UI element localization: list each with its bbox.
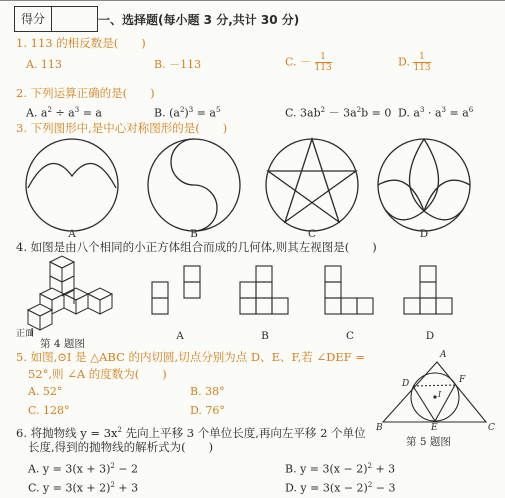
q5-fig-caption: 第 5 题图 — [406, 436, 451, 448]
q4-label-b: B — [261, 330, 269, 342]
pt-i: I — [438, 390, 442, 399]
q2-option-c[interactable]: C. $3ab^2 - 3a^2b = 0$ — [285, 106, 392, 120]
q5-option-d[interactable]: D. 76° — [190, 404, 225, 417]
q1-d-num: 1 — [413, 52, 430, 63]
q4-stem: 4. 如图是由八个相同的小正方体组合而成的几何体,则其左视图是( ) — [16, 240, 377, 254]
q5-line2: 52°,则 ∠A 的度数为( ) — [28, 367, 167, 381]
pt-e: E — [431, 423, 438, 433]
score-label: 得分 — [15, 7, 52, 31]
q2-stem: 2. 下列运算正确的是( ) — [16, 86, 155, 100]
q5-option-a[interactable]: A. 52° — [28, 385, 63, 398]
q6-option-a[interactable]: A. $y = 3(x + 3)^2 - 2$ — [28, 462, 139, 476]
q1-stem: 1. 113 的相反数是( ) — [16, 36, 146, 50]
q3-label-d: D — [419, 228, 429, 240]
q1-c-num: 1 — [315, 52, 332, 63]
pt-a: A — [440, 350, 447, 360]
q4-front-label: 正面 — [16, 329, 35, 339]
q3-label-c: C — [307, 228, 317, 240]
q1-c-den: 113 — [314, 63, 332, 73]
q2-option-b[interactable]: B. $(a^2)^3 = a^5$ — [154, 106, 221, 120]
q6-option-b[interactable]: B. $y = 3(x - 2)^2 + 3$ — [285, 462, 396, 476]
q4-label-a: A — [176, 330, 184, 342]
q5-option-c[interactable]: C. 128° — [28, 404, 70, 417]
q2-option-d[interactable]: D. $a^3 \cdot a^3 = a^6$ — [398, 106, 474, 120]
q1-d-prefix: D. — [398, 55, 410, 69]
q4-fig-caption: 第 4 题图 — [40, 338, 85, 350]
q5-option-b[interactable]: B. 38° — [190, 385, 225, 398]
q6-option-d[interactable]: D. $y = 3(x - 2)^2 - 3$ — [285, 481, 396, 495]
q6-line2: 长度,得到的抛物线的解析式为( ) — [28, 440, 214, 454]
section-title: 一、选择题(每小题 3 分,共计 30 分) — [98, 13, 300, 27]
q1-c-prefix: C. － — [285, 55, 312, 69]
q3-label-b: B — [190, 228, 198, 240]
q6-line1: 6. 将抛物线 $y = 3x^2$ 先向上平移 3 个单位长度,再向左平移 2 个单位 — [16, 425, 366, 440]
q1-d-den: 113 — [413, 63, 431, 73]
q1-option-a[interactable]: A. 113 — [26, 58, 62, 71]
q3-label-a: A — [68, 228, 76, 240]
q1-option-b[interactable]: B. －113 — [154, 58, 202, 71]
q2-option-a[interactable]: A. $a^2 \div a^3 = a$ — [26, 106, 102, 120]
q3-stem: 3. 下列图形中,是中心对称图形的是( ) — [16, 121, 228, 135]
q5-line1: 5. 如图,⊙I 是 △ABC 的内切圆,切点分别为点 D、E、F,若 ∠DEF = — [16, 350, 365, 364]
q4-label-c: C — [345, 330, 355, 342]
triangle-abc — [383, 362, 486, 422]
pt-d: D — [402, 379, 410, 389]
q4-label-d: D — [425, 330, 435, 342]
pt-c: C — [488, 423, 495, 433]
pt-b: B — [376, 423, 383, 433]
q6-option-c[interactable]: C. $y = 3(x + 2)^2 + 3$ — [28, 481, 139, 495]
pt-f: F — [459, 375, 466, 385]
